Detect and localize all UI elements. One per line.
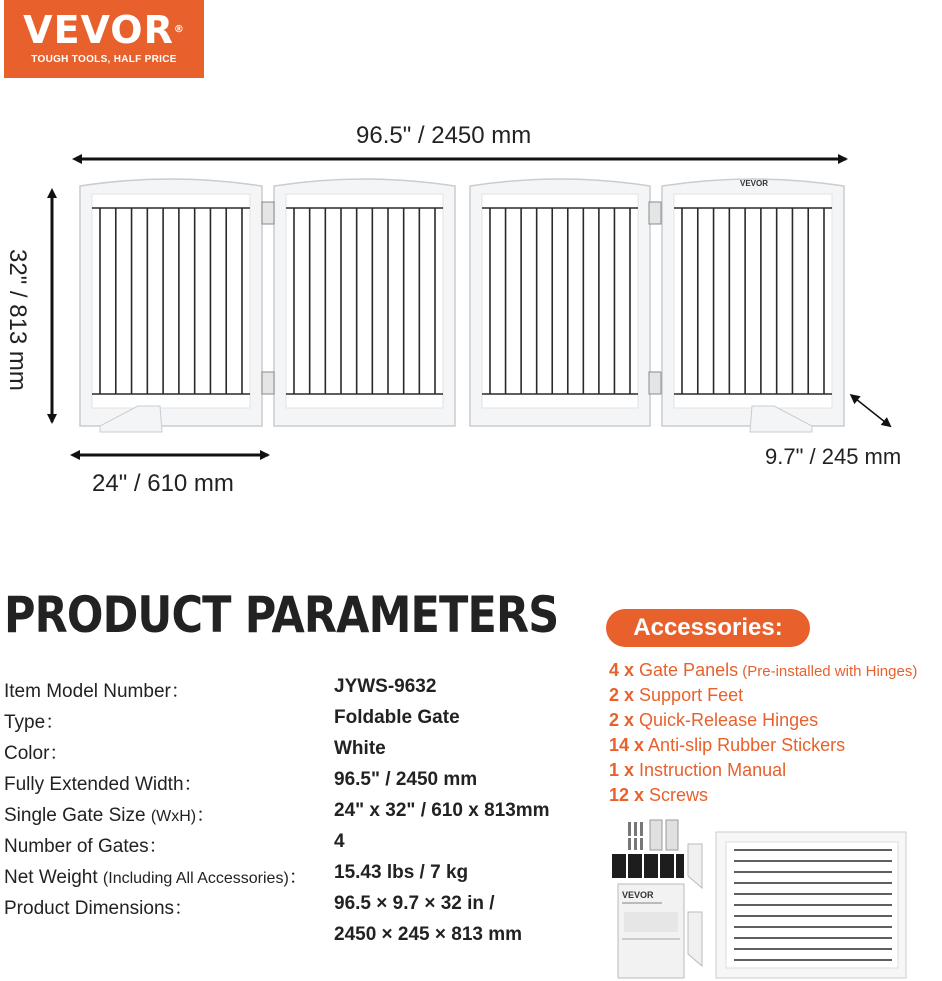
- hinge-icon: [262, 202, 274, 224]
- parameter-value: 96.5" / 2450 mm: [334, 769, 478, 790]
- parameter-label: Item Model Number：: [4, 681, 190, 702]
- accessory-item: 12 x Screws: [609, 785, 709, 805]
- parameter-value: Foldable Gate: [334, 707, 460, 728]
- folded-gate-icon: [716, 832, 906, 978]
- accessories-badge: Accessories:: [606, 609, 810, 647]
- parameter-value: White: [334, 738, 386, 759]
- support-feet-icon: [688, 844, 702, 966]
- parameter-row: [4, 738, 604, 769]
- accessories-photo: [610, 816, 930, 981]
- parameter-label: Number of Gates：: [4, 836, 168, 857]
- hinges-icon: [650, 820, 678, 850]
- hinge-icon: [649, 202, 661, 224]
- parameter-row: [4, 893, 604, 924]
- parameter-value: 24" x 32" / 610 x 813mm: [334, 800, 550, 821]
- width-dimension-label: 96.5" / 2450 mm: [356, 122, 532, 149]
- logo-tagline: TOUGH TOOLS, HALF PRICE: [31, 54, 177, 65]
- parameter-value: JYWS-9632: [334, 676, 437, 697]
- logo-brand-name: VEVOR®: [23, 8, 185, 52]
- accessory-item: 2 x Support Feet: [609, 685, 744, 705]
- parameter-row: [4, 769, 604, 800]
- hinge-icon: [262, 372, 274, 394]
- parameter-label: Type：: [4, 712, 65, 733]
- gate-panels: [80, 179, 844, 432]
- screws-icon: [628, 822, 643, 850]
- parameter-value: 96.5 × 9.7 × 32 in /: [334, 893, 495, 914]
- instruction-manual-icon: [618, 884, 684, 978]
- accessory-item: 1 x Instruction Manual: [609, 760, 787, 780]
- height-dimension-label: 32" / 813 mm: [4, 249, 31, 391]
- accessory-item: 4 x Gate Panels (Pre-installed with Hinges): [609, 660, 918, 680]
- parameter-label: Single Gate Size (WxH)：: [4, 805, 216, 826]
- product-parameters-heading: PRODUCT PARAMETERS: [4, 586, 559, 644]
- parameter-label: Color：: [4, 743, 69, 764]
- gate-brand-mark: VEVOR: [740, 179, 769, 188]
- accessory-item: 14 x Anti-slip Rubber Stickers: [609, 735, 846, 755]
- parameter-row: [4, 924, 604, 955]
- parameter-row: [4, 831, 604, 862]
- depth-arrow: [856, 399, 890, 426]
- depth-dimension-label: 9.7" / 245 mm: [765, 444, 902, 469]
- parameter-value: 2450 × 245 × 813 mm: [334, 924, 523, 945]
- rubber-stickers-icon: [612, 854, 684, 878]
- accessory-item: 2 x Quick-Release Hinges: [609, 710, 819, 730]
- parameter-label: Net Weight (Including All Accessories)：: [4, 867, 308, 888]
- parameter-row: [4, 676, 604, 707]
- parameter-row: [4, 800, 604, 831]
- parameter-row: [4, 862, 604, 893]
- hinge-icon: [649, 372, 661, 394]
- parameter-label: Product Dimensions：: [4, 898, 194, 919]
- parameter-value: 15.43 lbs / 7 kg: [334, 862, 469, 883]
- panel-width-dimension-label: 24" / 610 mm: [92, 470, 234, 497]
- parameter-label: Fully Extended Width：: [4, 774, 203, 795]
- svg-text:VEVOR: VEVOR: [622, 890, 654, 900]
- parameter-row: [4, 707, 604, 738]
- parameter-value: 4: [334, 831, 345, 852]
